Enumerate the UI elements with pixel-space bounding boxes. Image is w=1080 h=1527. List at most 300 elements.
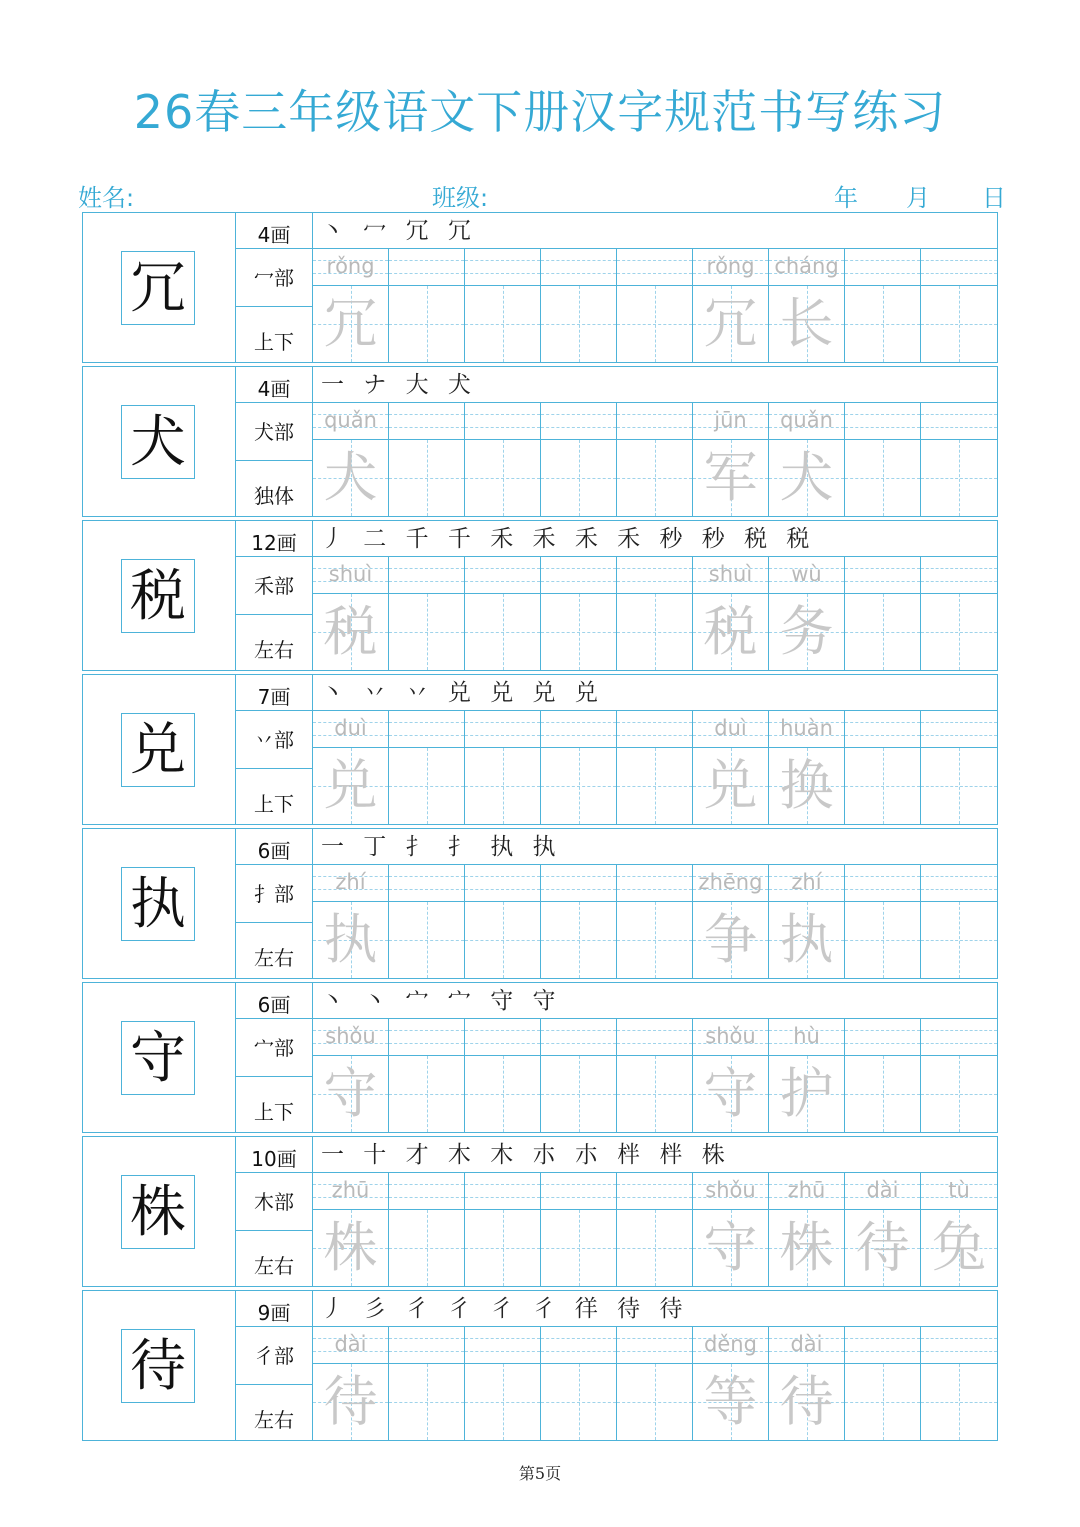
- writing-grid: [313, 1327, 997, 1440]
- writing-cell[interactable]: [845, 865, 921, 978]
- tian-grid-box: [693, 1364, 768, 1440]
- writing-cell[interactable]: [465, 249, 541, 362]
- writing-cell[interactable]: [465, 865, 541, 978]
- writing-cell[interactable]: [845, 1019, 921, 1132]
- writing-cell[interactable]: [769, 711, 845, 824]
- tian-grid-box: [769, 748, 844, 824]
- character-trace: [845, 440, 920, 516]
- tian-grid-box: [541, 440, 616, 516]
- tian-grid-box: [313, 1210, 388, 1286]
- pinyin-lines: [541, 1019, 616, 1056]
- writing-cell[interactable]: [921, 557, 997, 670]
- writing-cell[interactable]: [389, 249, 465, 362]
- writing-cell[interactable]: [389, 1173, 465, 1286]
- tian-grid-box: [617, 594, 692, 670]
- character-trace: [389, 286, 464, 362]
- tian-grid-box: [389, 440, 464, 516]
- writing-cell[interactable]: [845, 249, 921, 362]
- pinyin-lines: [921, 711, 997, 748]
- pinyin-lines: [541, 711, 616, 748]
- pinyin-trace: zhēng: [698, 870, 763, 894]
- page-number: 第5页: [518, 1464, 562, 1483]
- pinyin-lines: [617, 557, 692, 594]
- pinyin-lines: [693, 711, 768, 748]
- tian-grid-box: [389, 286, 464, 362]
- radical-label: 扌部: [236, 865, 313, 923]
- character-trace: [921, 440, 997, 516]
- character-trace: 株: [779, 1216, 834, 1279]
- writing-cell[interactable]: [921, 1327, 997, 1440]
- pinyin-trace: quǎn: [324, 408, 377, 432]
- tian-grid-box: [845, 748, 920, 824]
- writing-cell[interactable]: [313, 865, 389, 978]
- writing-cell[interactable]: [617, 1019, 693, 1132]
- writing-cell[interactable]: [313, 711, 389, 824]
- writing-cell[interactable]: [921, 1019, 997, 1132]
- pinyin-lines: [313, 249, 388, 286]
- tian-grid-box: [313, 594, 388, 670]
- character-trace: [389, 594, 464, 670]
- pinyin-lines: [617, 403, 692, 440]
- character-trace: [617, 1056, 692, 1132]
- month-label: 月: [906, 184, 930, 212]
- class-label: 班级:: [432, 184, 489, 212]
- pinyin-lines: [465, 1173, 540, 1210]
- tian-grid-box: [921, 902, 997, 978]
- writing-cell[interactable]: [617, 865, 693, 978]
- character-trace: [541, 1056, 616, 1132]
- character-trace: 待: [323, 1370, 378, 1433]
- pinyin-lines: [389, 403, 464, 440]
- character-trace: 等: [703, 1370, 758, 1433]
- character-trace: 守: [323, 1062, 378, 1125]
- pinyin-lines: [465, 249, 540, 286]
- character-trace: 执: [323, 908, 378, 971]
- pinyin-lines: [921, 249, 997, 286]
- main-character-cell: [83, 1291, 236, 1440]
- pinyin-trace: shǒu: [705, 1024, 756, 1048]
- structure-label: 左右: [236, 1231, 313, 1287]
- main-character-cell: [83, 675, 236, 824]
- tian-grid-box: [769, 594, 844, 670]
- pinyin-lines: [921, 1019, 997, 1056]
- character-trace: [617, 594, 692, 670]
- writing-cell[interactable]: [541, 865, 617, 978]
- tian-grid-box: [465, 902, 540, 978]
- main-character-cell: [83, 213, 236, 362]
- character-trace: [617, 1364, 692, 1440]
- pinyin-lines: [541, 403, 616, 440]
- writing-cell[interactable]: [693, 1327, 769, 1440]
- tian-grid-box: [389, 748, 464, 824]
- writing-cell[interactable]: [389, 403, 465, 516]
- pinyin-trace: dài: [334, 1332, 367, 1356]
- writing-cell[interactable]: [465, 1019, 541, 1132]
- pinyin-trace: shuì: [328, 562, 373, 586]
- character-trace: [465, 286, 540, 362]
- character-trace: 株: [323, 1216, 378, 1279]
- tian-grid-box: [617, 748, 692, 824]
- writing-cell[interactable]: [541, 557, 617, 670]
- character-trace: [921, 1364, 997, 1440]
- main-character: 执: [121, 867, 195, 941]
- pinyin-lines: [389, 865, 464, 902]
- pinyin-lines: [617, 1327, 692, 1364]
- tian-grid-box: [541, 594, 616, 670]
- writing-cell[interactable]: [389, 865, 465, 978]
- character-trace: 待: [779, 1370, 834, 1433]
- writing-cell[interactable]: [921, 1173, 997, 1286]
- tian-grid-box: [693, 440, 768, 516]
- character-trace: 护: [779, 1062, 834, 1125]
- stroke-count-label: 6画: [236, 983, 313, 1019]
- pinyin-lines: [617, 1173, 692, 1210]
- pinyin-lines: [845, 865, 920, 902]
- writing-grid: [313, 1173, 997, 1286]
- writing-cell[interactable]: [389, 711, 465, 824]
- writing-cell[interactable]: [313, 1173, 389, 1286]
- character-trace: [389, 440, 464, 516]
- writing-cell[interactable]: [465, 711, 541, 824]
- pinyin-lines: [921, 1327, 997, 1364]
- pinyin-lines: [541, 249, 616, 286]
- character-trace: 犬: [779, 446, 834, 509]
- character-trace: [617, 1210, 692, 1286]
- tian-grid-box: [693, 1210, 768, 1286]
- pinyin-lines: [845, 557, 920, 594]
- character-trace: [921, 902, 997, 978]
- structure-label: 上下: [236, 1077, 313, 1133]
- tian-grid-box: [845, 1210, 920, 1286]
- tian-grid-box: [769, 902, 844, 978]
- character-trace: [617, 286, 692, 362]
- tian-grid-box: [921, 594, 997, 670]
- tian-grid-box: [845, 594, 920, 670]
- character-trace: 冗: [323, 292, 378, 355]
- tian-grid-box: [845, 440, 920, 516]
- writing-cell[interactable]: [769, 557, 845, 670]
- pinyin-lines: [845, 249, 920, 286]
- main-character-cell: [83, 521, 236, 670]
- stroke-order-sequence: 丶 冖 冗 冗: [313, 213, 997, 249]
- writing-cell[interactable]: [313, 403, 389, 516]
- character-block: [82, 828, 998, 979]
- stroke-order-sequence: 一 丁 扌 扌 执 执: [313, 829, 997, 865]
- pinyin-lines: [693, 249, 768, 286]
- tian-grid-box: [769, 286, 844, 362]
- character-trace: [541, 1364, 616, 1440]
- tian-grid-box: [617, 902, 692, 978]
- tian-grid-box: [921, 748, 997, 824]
- structure-label: 上下: [236, 307, 313, 363]
- writing-cell[interactable]: [541, 1173, 617, 1286]
- pinyin-lines: [389, 1019, 464, 1056]
- writing-cell[interactable]: [769, 865, 845, 978]
- writing-cell[interactable]: [541, 249, 617, 362]
- character-trace: [465, 1364, 540, 1440]
- tian-grid-box: [313, 286, 388, 362]
- writing-cell[interactable]: [617, 1327, 693, 1440]
- stroke-count-label: 7画: [236, 675, 313, 711]
- tian-grid-box: [541, 1364, 616, 1440]
- tian-grid-box: [845, 1056, 920, 1132]
- writing-cell[interactable]: [617, 711, 693, 824]
- character-trace: 税: [703, 600, 758, 663]
- pinyin-lines: [769, 865, 844, 902]
- tian-grid-box: [845, 902, 920, 978]
- writing-cell[interactable]: [541, 1327, 617, 1440]
- writing-cell[interactable]: [845, 403, 921, 516]
- character-trace: 军: [703, 446, 758, 509]
- pinyin-lines: [693, 1173, 768, 1210]
- writing-cell[interactable]: [693, 711, 769, 824]
- radical-label: 冖部: [236, 249, 313, 307]
- stroke-order-sequence: 丶 丷 丷 兑 兑 兑 兑: [313, 675, 997, 711]
- character-trace: 执: [779, 908, 834, 971]
- character-block: [82, 520, 998, 671]
- writing-cell[interactable]: [465, 1327, 541, 1440]
- character-trace: 换: [779, 754, 834, 817]
- pinyin-lines: [541, 865, 616, 902]
- tian-grid-box: [845, 286, 920, 362]
- writing-cell[interactable]: [845, 711, 921, 824]
- name-label: 姓名:: [78, 184, 135, 212]
- writing-cell[interactable]: [921, 865, 997, 978]
- writing-cell[interactable]: [617, 557, 693, 670]
- structure-label: 上下: [236, 769, 313, 825]
- character-block: [82, 212, 998, 363]
- stroke-order-sequence: 丿 彡 彳 彳 彳 彳 徉 待 待: [313, 1291, 997, 1327]
- tian-grid-box: [617, 1056, 692, 1132]
- pinyin-lines: [541, 1173, 616, 1210]
- radical-label: 丷部: [236, 711, 313, 769]
- pinyin-lines: [313, 1327, 388, 1364]
- tian-grid-box: [693, 594, 768, 670]
- character-trace: [389, 1210, 464, 1286]
- writing-cell[interactable]: [541, 711, 617, 824]
- writing-cell[interactable]: [617, 1173, 693, 1286]
- writing-grid: [313, 557, 997, 670]
- main-character-cell: [83, 367, 236, 516]
- tian-grid-box: [389, 1364, 464, 1440]
- pinyin-trace: duì: [714, 716, 747, 740]
- writing-cell[interactable]: [769, 403, 845, 516]
- tian-grid-box: [693, 1056, 768, 1132]
- character-block: [82, 674, 998, 825]
- pinyin-lines: [693, 865, 768, 902]
- pinyin-lines: [465, 865, 540, 902]
- stroke-order-sequence: 一 十 才 木 木 朩 朩 柈 柈 株: [313, 1137, 997, 1173]
- writing-cell[interactable]: [541, 403, 617, 516]
- main-character: 兑: [121, 713, 195, 787]
- character-trace: 待: [855, 1216, 910, 1279]
- tian-grid-box: [617, 440, 692, 516]
- tian-grid-box: [541, 1056, 616, 1132]
- writing-cell[interactable]: [693, 1019, 769, 1132]
- structure-label: 左右: [236, 615, 313, 671]
- stroke-count-label: 6画: [236, 829, 313, 865]
- tian-grid-box: [313, 1364, 388, 1440]
- pinyin-lines: [465, 557, 540, 594]
- tian-grid-box: [693, 902, 768, 978]
- writing-cell[interactable]: [845, 1173, 921, 1286]
- writing-cell[interactable]: [313, 249, 389, 362]
- character-trace: [845, 1056, 920, 1132]
- character-trace: [617, 748, 692, 824]
- tian-grid-box: [845, 1364, 920, 1440]
- character-trace: 争: [703, 908, 758, 971]
- character-block: [82, 366, 998, 517]
- writing-cell[interactable]: [693, 557, 769, 670]
- pinyin-lines: [617, 1019, 692, 1056]
- writing-cell[interactable]: [693, 1173, 769, 1286]
- pinyin-lines: [693, 1327, 768, 1364]
- character-trace: [389, 748, 464, 824]
- character-trace: [465, 748, 540, 824]
- pinyin-trace: dài: [866, 1178, 899, 1202]
- writing-cell[interactable]: [389, 1019, 465, 1132]
- stroke-count-label: 4画: [236, 367, 313, 403]
- radical-label: 彳部: [236, 1327, 313, 1385]
- tian-grid-box: [313, 748, 388, 824]
- pinyin-lines: [465, 1327, 540, 1364]
- year-label: 年: [834, 184, 858, 212]
- stroke-count-label: 12画: [236, 521, 313, 557]
- main-character-cell: [83, 1137, 236, 1286]
- writing-cell[interactable]: [465, 1173, 541, 1286]
- pinyin-lines: [313, 1173, 388, 1210]
- pinyin-lines: [693, 1019, 768, 1056]
- pinyin-lines: [921, 865, 997, 902]
- pinyin-lines: [389, 249, 464, 286]
- character-trace: 兑: [703, 754, 758, 817]
- tian-grid-box: [769, 1364, 844, 1440]
- tian-grid-box: [313, 902, 388, 978]
- tian-grid-box: [465, 286, 540, 362]
- writing-cell[interactable]: [769, 1019, 845, 1132]
- pinyin-lines: [617, 711, 692, 748]
- character-block: [82, 1136, 998, 1287]
- writing-cell[interactable]: [845, 557, 921, 670]
- character-trace: [845, 1364, 920, 1440]
- writing-cell[interactable]: [617, 249, 693, 362]
- writing-cell[interactable]: [389, 1327, 465, 1440]
- writing-cell[interactable]: [617, 403, 693, 516]
- writing-cell[interactable]: [313, 1327, 389, 1440]
- writing-cell[interactable]: [769, 1173, 845, 1286]
- pinyin-trace: dài: [790, 1332, 823, 1356]
- pinyin-lines: [389, 1173, 464, 1210]
- writing-cell[interactable]: [465, 403, 541, 516]
- character-trace: 冗: [703, 292, 758, 355]
- writing-cell[interactable]: [921, 711, 997, 824]
- writing-cell[interactable]: [389, 557, 465, 670]
- writing-cell[interactable]: [313, 1019, 389, 1132]
- stroke-count-label: 10画: [236, 1137, 313, 1173]
- pinyin-lines: [389, 1327, 464, 1364]
- tian-grid-box: [617, 1210, 692, 1286]
- tian-grid-box: [389, 902, 464, 978]
- tian-grid-box: [693, 748, 768, 824]
- pinyin-lines: [693, 557, 768, 594]
- tian-grid-box: [693, 286, 768, 362]
- radical-label: 木部: [236, 1173, 313, 1231]
- writing-cell[interactable]: [693, 249, 769, 362]
- page-title: 26春三年级语文下册汉字规范书写练习: [133, 85, 947, 139]
- pinyin-lines: [465, 1019, 540, 1056]
- pinyin-lines: [769, 403, 844, 440]
- tian-grid-box: [921, 1056, 997, 1132]
- main-character: 冗: [121, 251, 195, 325]
- pinyin-trace: shǒu: [705, 1178, 756, 1202]
- character-trace: 兑: [323, 754, 378, 817]
- pinyin-trace: jūn: [714, 408, 747, 432]
- character-trace: [617, 440, 692, 516]
- pinyin-trace: quǎn: [780, 408, 833, 432]
- writing-cell[interactable]: [769, 249, 845, 362]
- pinyin-lines: [921, 1173, 997, 1210]
- pinyin-lines: [313, 557, 388, 594]
- character-trace: [389, 1364, 464, 1440]
- main-character: 守: [121, 1021, 195, 1095]
- character-trace: 守: [703, 1062, 758, 1125]
- pinyin-trace: zhí: [791, 870, 822, 894]
- writing-cell[interactable]: [921, 403, 997, 516]
- writing-cell[interactable]: [769, 1327, 845, 1440]
- character-trace: 守: [703, 1216, 758, 1279]
- pinyin-lines: [845, 1173, 920, 1210]
- character-trace: [845, 748, 920, 824]
- writing-cell[interactable]: [693, 865, 769, 978]
- pinyin-lines: [617, 865, 692, 902]
- writing-cell[interactable]: [845, 1327, 921, 1440]
- character-trace: [845, 286, 920, 362]
- character-trace: [921, 286, 997, 362]
- writing-cell[interactable]: [541, 1019, 617, 1132]
- tian-grid-box: [617, 1364, 692, 1440]
- stroke-order-sequence: 丶 丶 宀 宀 守 守: [313, 983, 997, 1019]
- writing-cell[interactable]: [313, 557, 389, 670]
- stroke-count-label: 9画: [236, 1291, 313, 1327]
- tian-grid-box: [769, 440, 844, 516]
- tian-grid-box: [389, 1210, 464, 1286]
- stroke-order-sequence: 一 ナ 大 犬: [313, 367, 997, 403]
- tian-grid-box: [769, 1210, 844, 1286]
- writing-cell[interactable]: [693, 403, 769, 516]
- pinyin-lines: [313, 711, 388, 748]
- pinyin-trace: tù: [948, 1178, 970, 1202]
- tian-grid-box: [541, 286, 616, 362]
- character-trace: [541, 902, 616, 978]
- pinyin-trace: shuì: [708, 562, 753, 586]
- tian-grid-box: [465, 1364, 540, 1440]
- pinyin-lines: [921, 557, 997, 594]
- character-trace: [389, 902, 464, 978]
- character-trace: 兔: [932, 1216, 986, 1279]
- character-trace: [845, 594, 920, 670]
- pinyin-lines: [769, 1327, 844, 1364]
- main-character: 犬: [121, 405, 195, 479]
- writing-cell[interactable]: [921, 249, 997, 362]
- radical-label: 宀部: [236, 1019, 313, 1077]
- character-trace: [541, 1210, 616, 1286]
- tian-grid-box: [465, 1210, 540, 1286]
- tian-grid-box: [389, 1056, 464, 1132]
- pinyin-lines: [465, 711, 540, 748]
- tian-grid-box: [465, 748, 540, 824]
- pinyin-lines: [769, 249, 844, 286]
- writing-cell[interactable]: [465, 557, 541, 670]
